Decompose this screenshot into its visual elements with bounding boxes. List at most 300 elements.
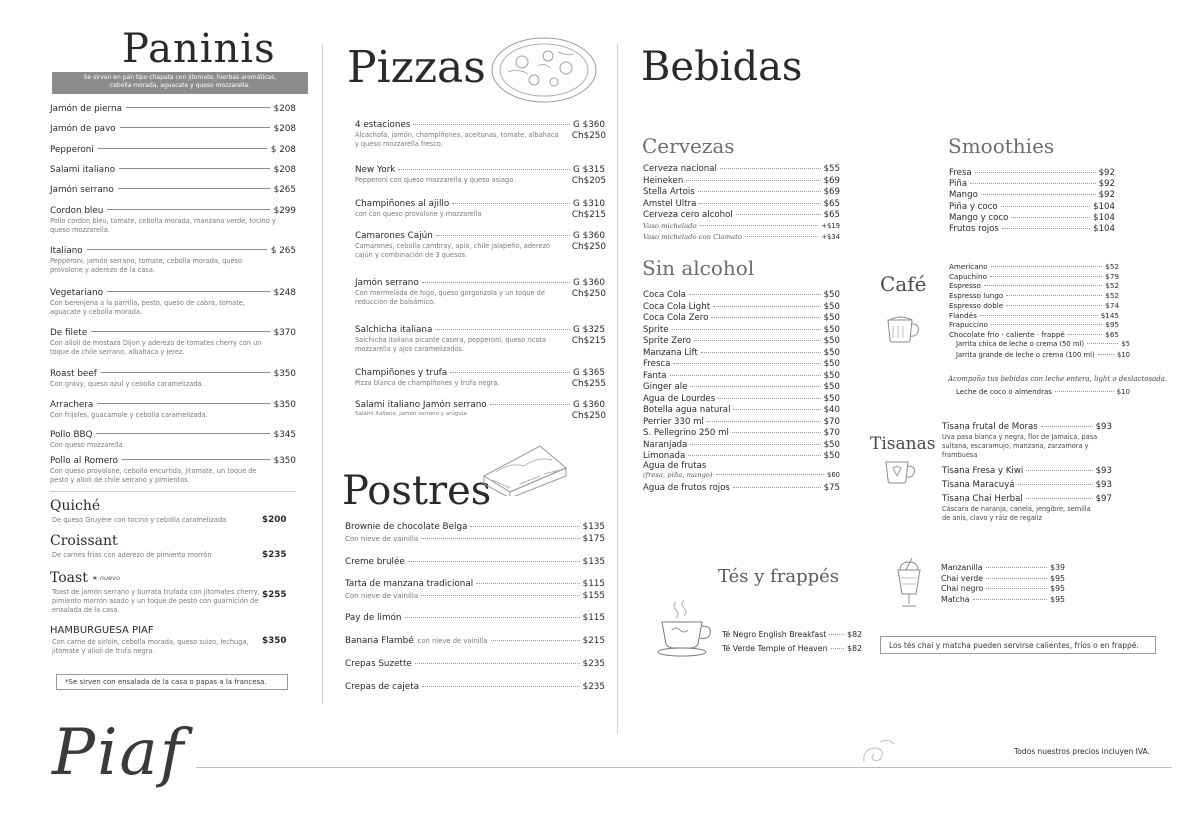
postre-item-desc: Con nieve de vainilla (345, 592, 419, 600)
postre-item (345, 522, 605, 532)
sin-alcohol-item-leader (670, 375, 821, 376)
tisana-item-price: $93 (1095, 422, 1112, 432)
cafe-item-name: Capuchino (949, 271, 987, 281)
cafe-item (949, 291, 1119, 300)
agua-frutas-row-price: $60 (827, 471, 840, 479)
column-divider-1 (322, 44, 323, 704)
sin-alcohol-item-name: Fresca (643, 359, 671, 369)
pizza-item-price: G $325 (572, 325, 605, 335)
pizza-item-leader (452, 203, 570, 204)
pizza-item-price: G $360 (572, 120, 605, 130)
cafe-sub-item (956, 351, 1130, 359)
cerveza-item-price: $55 (823, 164, 840, 174)
cafe-milk-row (956, 388, 1130, 396)
tisana-item-name: Tisana Fresa y Kiwi (942, 466, 1024, 476)
pizza-item (355, 400, 605, 410)
panini-extra-desc: Con carne de sirloin, cebolla morada, queso suizo, lechuga, jitomate y alioli de trufa negra. (52, 638, 249, 655)
sin-alcohol-item (643, 302, 840, 312)
panini-extra-desc: De carnes frías con aderezo de pimiento morrón (52, 551, 212, 559)
cerveza-item-leader (699, 203, 820, 204)
postre-item-price: $235 (582, 659, 605, 669)
sin-alcohol-item (643, 428, 840, 438)
panini-item-price: $350 (273, 400, 296, 410)
cerveza-item-leader (720, 168, 821, 169)
panini-item-name: Arrachera (50, 400, 94, 410)
panini-item-price: $ 265 (270, 246, 296, 256)
postres-title: Postres (342, 468, 492, 514)
paninis-footnote: *Se sirven con ensalada de la casa o papas a la francesa. (56, 674, 288, 690)
panini-item-leader (119, 168, 269, 169)
cerveza-item-name: Cerveza cero alcohol (643, 210, 733, 220)
cafe-item (949, 330, 1119, 339)
frappe-item (941, 563, 1065, 572)
sin-alcohol-item-name: Ginger ale (643, 382, 688, 392)
agua-frutas-row-name: (fresa, piña, mango) (643, 471, 713, 479)
cafe-sub-item-leader (1098, 354, 1114, 355)
smoothie-item-leader (1011, 217, 1090, 218)
sin-alcohol-item-leader (713, 306, 821, 307)
postre-item-price: $135 (582, 557, 605, 567)
column-divider-2 (617, 44, 618, 734)
panini-item-desc: Con alioli de mostaza Dijon y aderezo de tomates cherry con un toque de chile serrano, albahaca y jerez. (50, 339, 262, 356)
pizza-item-price: G $310 (572, 199, 605, 209)
cafe-item-name: Flandés (949, 310, 977, 320)
pizza-illustration (488, 32, 600, 108)
pizza-item-name: Champiñones al ajillo (355, 199, 450, 209)
sin-alcohol-item-name: Limonada (643, 451, 686, 461)
sin-alcohol-item-price: $50 (823, 393, 840, 404)
cerveza-item (643, 210, 840, 220)
postre-item-price: $115 (582, 579, 605, 589)
postre-item-price: $235 (582, 682, 605, 692)
pizza-item-leader (435, 329, 570, 330)
postre-item-name: Banana Flambé (345, 636, 414, 646)
panini-extra-price: $350 (262, 636, 287, 646)
panini-item-leader (118, 188, 270, 189)
pizza-item-desc: Camarones, cebolla cambray, apio, chile jalapeño, aderezo cajún y combinación de 3 quesos. (355, 242, 551, 259)
sin-alcohol-item-name: Coca Cola Zero (643, 313, 709, 323)
postre-item (345, 659, 605, 669)
cafe-item-price: $52 (1105, 281, 1119, 291)
agua-frutos-rojos (643, 483, 840, 493)
sin-alcohol-item-name: Coca Cola (643, 290, 686, 300)
panini-item-leader (96, 433, 269, 434)
pizza-item-price-ch: Ch$250 (571, 289, 606, 299)
panini-item (50, 430, 296, 440)
pizza-item (355, 165, 605, 175)
cafe-item-leader (991, 324, 1102, 325)
tisana-item-leader (1018, 484, 1093, 485)
sin-alcohol-item-price: $70 (823, 428, 840, 438)
cerveza-item-leader (736, 214, 821, 215)
cerveza-item-leader (698, 191, 821, 192)
cafe-sub-item-name: Jarrita chica de leche o crema (50 ml) (956, 340, 1085, 348)
postre-item-desc-row (345, 534, 605, 544)
footer-note: Todos nuestros precios incluyen IVA. (1014, 747, 1150, 756)
smoothie-item-price: $104 (1093, 201, 1115, 212)
tisana-item (942, 422, 1112, 432)
frappe-item (941, 584, 1065, 593)
agua-frutas-row-leader (716, 474, 824, 475)
cafe-item (949, 262, 1119, 271)
tisana-item-desc: Cáscara de naranja, canela, jengibre, semilla de anís, clavo y ráiz de regaliz (942, 505, 1091, 522)
smoothie-item (949, 202, 1115, 212)
panini-item (50, 165, 296, 175)
sin-alcohol-item-leader (733, 409, 820, 410)
pizza-item (355, 120, 605, 130)
pizza-item-desc: Pepperoni con queso mozzarella y queso asiago. (355, 176, 516, 184)
panini-item-name: Pollo al Romero (50, 456, 118, 466)
panini-item (50, 185, 296, 195)
tisana-item-leader (1041, 426, 1093, 427)
cafe-item-price: $65 (1105, 329, 1119, 339)
postre-item-name: Brownie de chocolate Belga (345, 522, 468, 532)
smoothie-item (949, 213, 1115, 223)
smoothie-item (949, 224, 1115, 234)
tisana-item (942, 480, 1112, 490)
sin-alcohol-item (643, 394, 840, 404)
sin-alcohol-item-leader (689, 294, 821, 295)
sin-alcohol-item-price: $50 (823, 324, 840, 335)
sin-alcohol-item-name: Agua de Lourdes (643, 393, 716, 404)
cafe-item-leader (1068, 334, 1102, 335)
frappe-item-leader (973, 599, 1048, 600)
pizza-item-name: New York (355, 165, 396, 175)
sin-alcohol-title: Sin alcohol (642, 256, 755, 280)
cafe-item-leader (991, 266, 1103, 267)
cafe-item-price: $52 (1105, 262, 1119, 271)
panini-item-leader (87, 249, 267, 250)
sin-alcohol-item (643, 313, 840, 323)
postre-item-leader (470, 526, 579, 527)
cerveza-item (643, 187, 840, 197)
tes-title: Tés y frappés (718, 566, 840, 587)
sin-alcohol-item-price: $50 (823, 290, 840, 300)
panini-item-name: Jamón de pierna (50, 104, 122, 114)
panini-item-price: $248 (273, 288, 296, 298)
panini-item-leader (107, 291, 270, 292)
panini-item (50, 400, 296, 410)
pizza-item-leader (490, 404, 570, 405)
agua-frutos-rojos-price: $75 (823, 483, 840, 493)
cafe-item-price: $145 (1100, 310, 1119, 320)
bebidas-title: Bebidas (641, 44, 803, 90)
panini-item (50, 288, 296, 298)
cerveza-extra (643, 222, 840, 230)
panini-item-price: $299 (273, 206, 296, 216)
sin-alcohol-item-price: $50 (823, 451, 840, 461)
agua-frutos-rojos-name: Agua de frutos rojos (643, 483, 730, 493)
panini-item-price: $208 (273, 124, 296, 134)
panini-item-leader (126, 107, 270, 108)
te-item (722, 644, 862, 653)
panini-item-name: Italiano (50, 246, 83, 256)
smoothie-item-name: Fresa (949, 168, 972, 178)
sin-alcohol-item-price: $70 (823, 416, 840, 427)
tisana-item (942, 494, 1112, 504)
cafe-item (949, 301, 1119, 310)
smoothie-item-leader (975, 172, 1096, 173)
panini-item-price: $208 (273, 104, 296, 114)
postre-item (345, 579, 605, 589)
te-item-name: Té Negro English Breakfast (722, 630, 827, 639)
sin-alcohol-item-leader (701, 352, 821, 353)
tisana-item-leader (1026, 498, 1093, 499)
pizza-item-name: 4 estaciones (355, 120, 411, 130)
smoothie-item-leader (970, 183, 1096, 184)
smoothie-item-price: $104 (1093, 212, 1115, 223)
frappe-item-price: $95 (1050, 594, 1065, 604)
cerveza-item (643, 176, 840, 186)
cerveza-extra-price: +$19 (821, 222, 840, 230)
sin-alcohol-item-leader (673, 363, 820, 364)
cafe-sub-item (956, 340, 1130, 348)
sin-alcohol-item (643, 348, 840, 358)
postre-item-leader (491, 640, 580, 641)
pizza-item-leader (450, 372, 570, 373)
sin-alcohol-item-leader (690, 444, 820, 445)
panini-extra-desc: Toast de jamón serrano y burrata trufada con jitomates cherry, pimiento morrón asado y un toque de pesto con guarnición de ensalada de la casa. (52, 588, 260, 614)
cafe-item-price: $95 (1105, 320, 1119, 330)
postre-item-name: Pay de limón (345, 613, 402, 623)
pizza-item-name: Champiñones y trufa (355, 368, 448, 378)
tea-cup-icon (882, 456, 918, 486)
panini-item-name: Pepperoni (50, 145, 94, 155)
postre-item-name: Creme brulée (345, 557, 405, 567)
tisana-item-name: Tisana Chai Herbal (942, 494, 1023, 504)
postre-item-name: Crepas de cajeta (345, 682, 420, 692)
cafe-item (949, 320, 1119, 329)
pizzas-title: Pizzas (347, 42, 486, 93)
cafe-item-name: Espresso (949, 281, 981, 291)
paninis-banner-line2: cebolla morada, aguacate y queso mozzarella. (109, 81, 251, 89)
postre-item-desc-row (345, 591, 605, 601)
panini-item-desc: Con berenjena a la parrilla, pesto, queso de cabra, tomate, aguacate y cebolla morada. (50, 299, 245, 316)
sin-alcohol-item-leader (688, 455, 820, 456)
pizza-item-price-ch: Ch$255 (571, 379, 606, 389)
cerveza-item-name: Heineken (643, 175, 684, 186)
panini-item (50, 124, 296, 134)
sin-alcohol-item (643, 371, 840, 381)
cafe-item-name: Espresso lungo (949, 291, 1004, 301)
panini-item-leader (98, 148, 267, 149)
pizza-item (355, 231, 605, 241)
sin-alcohol-item-price: $50 (823, 347, 840, 358)
pizza-item-price-ch: Ch$250 (571, 411, 606, 421)
cerveza-extra-name: Vaso michelado (643, 222, 697, 230)
pizza-item-leader (436, 235, 570, 236)
frappe-item-name: Chai verde (941, 573, 984, 583)
pizza-item (355, 199, 605, 209)
tisana-item-price: $93 (1095, 466, 1112, 476)
postre-item-desc-leader (421, 538, 580, 539)
cafe-item-price: $79 (1105, 271, 1119, 281)
tisana-item-price: $97 (1095, 494, 1112, 504)
cafe-item-leader (984, 285, 1102, 286)
smoothie-item-name: Mango y coco (949, 212, 1009, 223)
sin-alcohol-item-leader (732, 432, 821, 433)
pizza-item (355, 278, 605, 288)
pizza-item-price-ch: Ch$205 (571, 176, 606, 186)
sin-alcohol-item-leader (672, 329, 821, 330)
panini-item-name: Roast beef (50, 369, 97, 379)
pie-illustration (480, 440, 570, 496)
pizza-item-name: Jamón serrano (355, 278, 419, 288)
pizza-item-price-ch: Ch$250 (571, 242, 606, 252)
frappe-item-name: Manzanilla (941, 563, 983, 572)
sin-alcohol-item-name: Naranjada (643, 439, 688, 450)
panini-item-price: $350 (273, 369, 296, 379)
postre-item-leader (415, 663, 580, 664)
sin-alcohol-item-price: $50 (823, 382, 840, 392)
cerveza-extra (643, 233, 840, 241)
panini-item-desc: Con frijoles, guacamole y cebolla caramelizada. (50, 411, 208, 419)
panini-extra-title: Quiché (50, 498, 101, 514)
postre-item (345, 613, 605, 623)
postre-item-price: $215 (582, 636, 605, 646)
panini-extra-desc: De queso Gruyère con tocino y cebolla caramelizada (52, 516, 227, 524)
postre-item-leader (408, 561, 580, 562)
panini-item (50, 456, 296, 466)
tisana-item-desc: Uva pasa blanca y negra, flor de Jamaica, pasa sultana, escaramujo, manzana, zarzamora y frambuesa (942, 433, 1098, 459)
pizza-item-price: G $315 (572, 165, 605, 175)
cafe-item-leader (1006, 305, 1102, 306)
sin-alcohol-item-price: $50 (823, 313, 840, 323)
postre-item-desc-price: $155 (582, 591, 605, 601)
cerveza-extra-leader (700, 225, 819, 226)
sin-alcohol-item (643, 451, 840, 461)
sin-alcohol-item-price: $50 (823, 439, 840, 450)
cafe-note: Acompaña tus bebidas con leche entera, light o deslactosada. (948, 375, 1168, 383)
cerveza-item-price: $69 (823, 187, 840, 197)
cafe-item (949, 272, 1119, 281)
frappe-item-leader (986, 578, 1047, 579)
sin-alcohol-item-price: $50 (823, 359, 840, 369)
sin-alcohol-item-price: $50 (823, 336, 840, 346)
teacup-icon (656, 598, 716, 658)
pizza-item-price: G $360 (572, 231, 605, 241)
agua-frutas-row (643, 471, 840, 479)
pizza-item-desc: Alcachofa, jamón, champiñones, aceitunas, tomate, albahaca y queso mozzarella fresco. (355, 131, 559, 148)
sin-alcohol-item (643, 325, 840, 335)
cerveza-item-price: $65 (823, 210, 840, 220)
pizza-item (355, 325, 605, 335)
pizza-item-name: Salami italiano Jamón serrano (355, 400, 487, 410)
cerveza-item-name: Amstel Ultra (643, 198, 697, 209)
sin-alcohol-item-name: Sprite (643, 324, 669, 335)
smoothie-item-name: Mango (949, 190, 978, 201)
panini-item-desc: Pollo cordon bleu, tomate, cebolla morada, manzana verde, tocino y queso mozzarella. (50, 217, 276, 234)
cafe-item-leader (990, 276, 1102, 277)
pizza-item-price: G $360 (572, 278, 605, 288)
panini-item-name: Jamón de pavo (50, 124, 116, 134)
coffee-cup-icon (884, 312, 922, 344)
smoothie-item-price: $104 (1093, 224, 1115, 234)
frappe-glass-icon (892, 556, 926, 608)
te-item-leader (829, 634, 844, 635)
postre-item-leader (405, 617, 580, 618)
cerveza-extra-leader (745, 236, 818, 237)
panini-item-price: $208 (273, 165, 296, 175)
panini-extra-title: Toast (50, 570, 88, 586)
postre-item-inline-desc: con nieve de vainilla (417, 637, 488, 645)
frappe-item (941, 595, 1065, 604)
cafe-milk-price: $10 (1116, 388, 1130, 396)
cafe-item-leader (1006, 295, 1102, 296)
pizza-item-leader (398, 169, 570, 170)
sin-alcohol-item (643, 359, 840, 369)
cafe-item-price: $52 (1105, 291, 1119, 301)
te-item (722, 630, 862, 639)
te-item-price: $82 (847, 630, 862, 639)
smoothie-item-price: $92 (1098, 179, 1115, 190)
panini-item-name: Salami italiano (50, 165, 116, 175)
sin-alcohol-item-name: S. Pellegrino 250 ml (643, 428, 729, 438)
cerveza-extra-price: +$34 (821, 232, 840, 241)
postre-item-leader (422, 686, 580, 687)
smoothie-item (949, 179, 1115, 189)
sin-alcohol-item-price: $50 (823, 301, 840, 312)
cerveza-item-name: Stella Artois (643, 187, 695, 197)
smoothie-item-name: Piña y coco (949, 201, 998, 212)
cervezas-title: Cervezas (642, 134, 735, 158)
smoothie-item-price: $92 (1098, 190, 1115, 201)
smoothie-item-name: Piña (949, 179, 968, 190)
paninis-title: Paninis (122, 26, 276, 72)
postre-item (345, 636, 605, 646)
cerveza-extra-name: Vaso michelado con Clamato (643, 232, 742, 241)
te-item-leader (831, 648, 845, 649)
cafe-item-name: Chocolate frío · caliente · frappé (949, 329, 1065, 339)
tisana-item (942, 466, 1112, 476)
cafe-item-leader (980, 315, 1098, 316)
cerveza-item-price: $65 (823, 198, 840, 209)
pizza-item-leader (422, 282, 570, 283)
panini-extra-title: Croissant (50, 533, 118, 549)
pizza-item-leader (413, 124, 570, 125)
panini-item (50, 246, 296, 256)
postre-item-desc-leader (421, 595, 580, 596)
panini-item (50, 206, 296, 216)
paninis-divider (50, 491, 296, 492)
sin-alcohol-item (643, 405, 840, 415)
pizza-item-name: Salchicha italiana (355, 325, 433, 335)
panini-extra-price: $255 (262, 590, 287, 600)
panini-item-price: $ 208 (270, 145, 296, 155)
pizza-item-price: G $365 (572, 368, 605, 378)
panini-item-desc: Con queso mozzarella. (50, 441, 125, 449)
smoothie-item (949, 168, 1115, 178)
agua-frutos-rojos-leader (733, 487, 821, 488)
panini-item-name: De filete (50, 328, 88, 338)
frappe-item-leader (986, 588, 1047, 589)
postre-item-price: $135 (582, 522, 605, 532)
cerveza-item-price: $69 (823, 175, 840, 186)
panini-item-name: Jamón serrano (50, 185, 114, 195)
cafe-item (949, 311, 1119, 320)
postre-item-price: $115 (582, 613, 605, 623)
panini-item (50, 145, 296, 155)
te-item-name: Té Verde Temple of Heaven (722, 644, 828, 653)
panini-item-name: Vegetariano (50, 288, 103, 298)
postre-item-desc-price: $175 (582, 534, 605, 544)
frappe-item (941, 574, 1065, 583)
panini-item (50, 369, 296, 379)
sin-alcohol-item-name: Sprite Zero (643, 336, 691, 346)
sin-alcohol-item-leader (690, 386, 820, 387)
postre-item (345, 682, 605, 692)
tisana-item-leader (1026, 470, 1092, 471)
